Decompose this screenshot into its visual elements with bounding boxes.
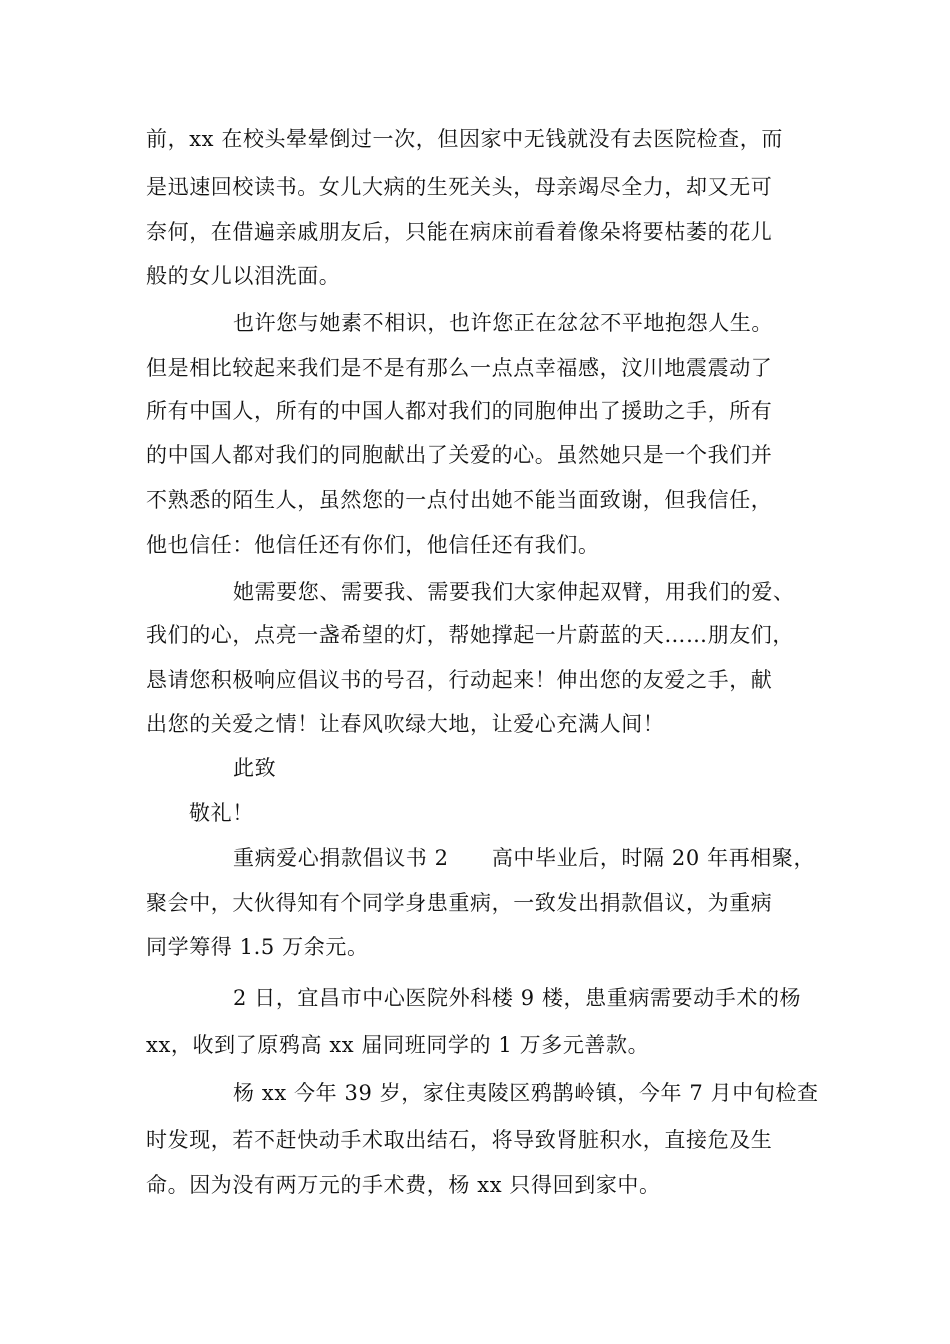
paragraph-1-line-2: 是迅速回校读书。女儿大病的生死关头，母亲竭尽全力，却又无可 [146, 175, 773, 199]
paragraph-3-line-4: 出您的关爱之情！让春风吹绿大地，让爱心充满人间！ [146, 712, 665, 736]
paragraph-2-line-2: 但是相比较起来我们是不是有那么一点点幸福感，汶川地震震动了 [146, 356, 773, 380]
paragraph-4-line-1: 重病爱心捐款倡议书 2 高中毕业后，时隔 20 年再相聚， [233, 846, 816, 870]
paragraph-6-line-1: 杨 xx 今年 39 岁，家住夷陵区鸦鹊岭镇，今年 7 月中旬检查 [233, 1081, 819, 1105]
paragraph-6-line-3: 命。因为没有两万元的手术费，杨 xx 只得回到家中。 [146, 1173, 661, 1197]
paragraph-4-line-2: 聚会中，大伙得知有个同学身患重病，一致发出捐款倡议，为重病 [146, 891, 773, 915]
paragraph-2-line-6: 他也信任：他信任还有你们，他信任还有我们。 [146, 533, 600, 557]
paragraph-2-line-5: 不熟悉的陌生人，虽然您的一点付出她不能当面致谢，但我信任， [146, 488, 773, 512]
paragraph-1-line-4: 般的女儿以泪洗面。 [146, 264, 341, 288]
paragraph-3-line-3: 恳请您积极响应倡议书的号召，行动起来！伸出您的友爱之手，献 [146, 668, 773, 692]
closing-line-2: 敬礼！ [189, 801, 254, 825]
paragraph-5-line-2: xx，收到了原鸦高 xx 届同班同学的 1 万多元善款。 [146, 1033, 650, 1057]
paragraph-5-line-1: 2 日，宜昌市中心医院外科楼 9 楼，患重病需要动手术的杨 [233, 986, 802, 1010]
paragraph-2-line-4: 的中国人都对我们的同胞献出了关爱的心。虽然她只是一个我们并 [146, 443, 773, 467]
paragraph-4-line-3: 同学筹得 1.5 万余元。 [146, 935, 369, 959]
paragraph-3-line-2: 我们的心，点亮一盏希望的灯，帮她撑起一片蔚蓝的天……朋友们， [146, 623, 794, 647]
paragraph-6-line-2: 时发现，若不赶快动手术取出结石，将导致肾脏积水，直接危及生 [146, 1128, 773, 1152]
paragraph-1-line-3: 奈何，在借遍亲戚朋友后，只能在病床前看着像朵将要枯萎的花儿 [146, 220, 773, 244]
paragraph-2-line-1: 也许您与她素不相识，也许您正在忿忿不平地抱怨人生。 [233, 311, 773, 335]
paragraph-3-line-1: 她需要您、需要我、需要我们大家伸起双臂，用我们的爱、 [233, 580, 795, 604]
paragraph-1-line-1: 前，xx 在校头晕晕倒过一次，但因家中无钱就没有去医院检查，而 [146, 127, 783, 151]
closing-line-1: 此致 [233, 756, 277, 780]
paragraph-2-line-3: 所有中国人，所有的中国人都对我们的同胞伸出了援助之手，所有 [146, 399, 773, 423]
